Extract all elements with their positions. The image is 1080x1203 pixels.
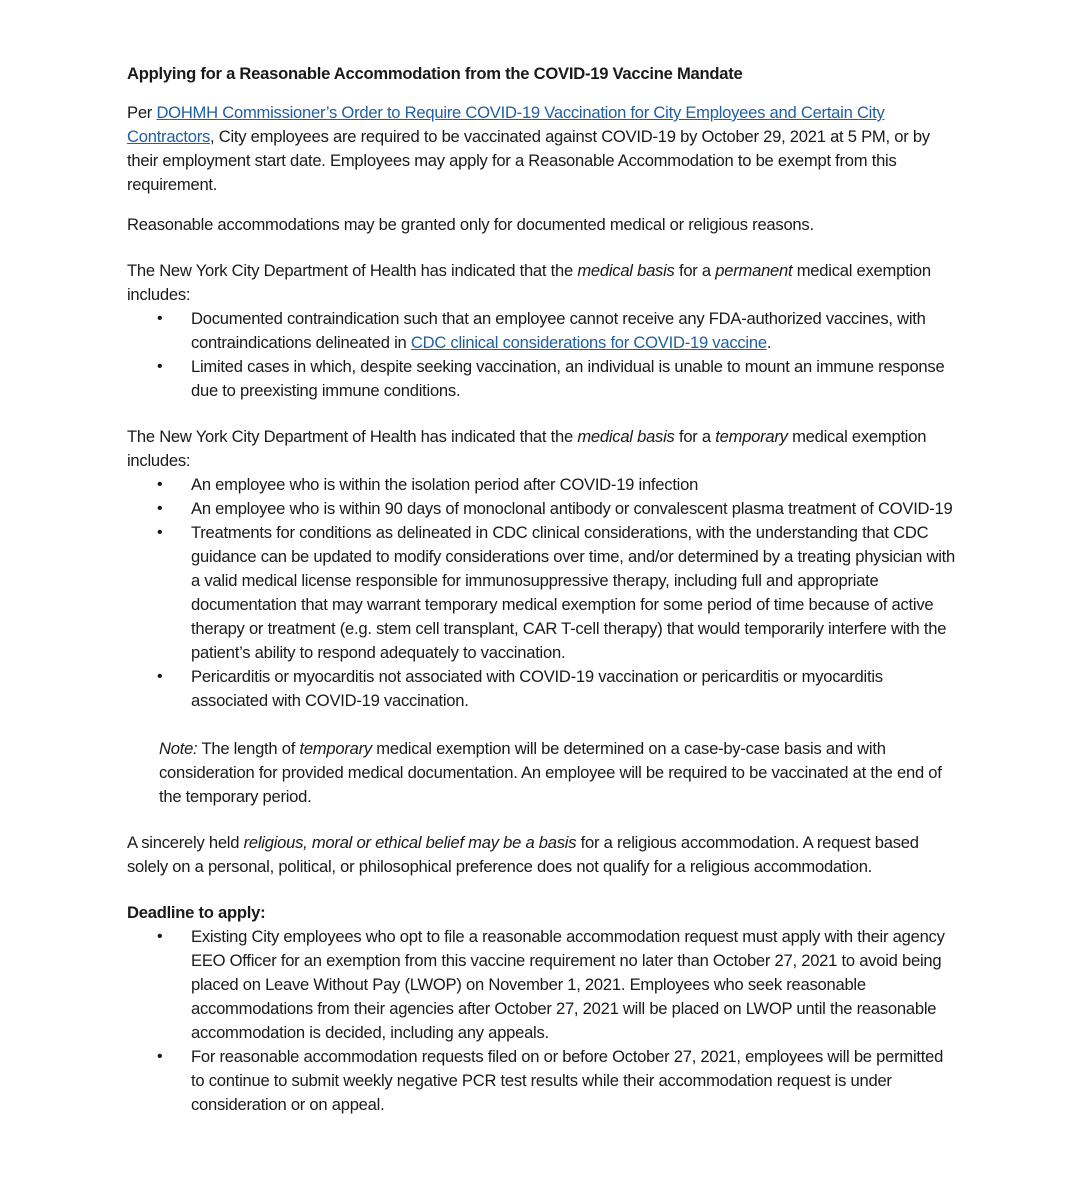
text: An employee who is within 90 days of monoclonal antibody or convalescent plasma treatment of COVID-19 (191, 499, 953, 518)
list-item (127, 307, 957, 355)
cdc-considerations-link[interactable]: CDC clinical considerations for COVID-19 vaccine (410, 333, 767, 352)
text: for a (674, 261, 716, 280)
note-label: Note: (159, 739, 198, 758)
text: The length of (197, 739, 300, 758)
text: Treatments for conditions as delineated in CDC clinical considerations, with the understanding that CDC guidance can be updated to modify considerations over time, and/or determined by a treating physician with a valid medical license responsible for immunosuppressive therapy, including full and appropriate documentation that may warrant temporary medical exemption for some period of time because of active therapy or treatment (e.g. stem cell transplant, CAR T-cell therapy) that would temporarily interfere with the patient’s ability to respond adequately to vaccination. (191, 523, 956, 662)
permanent-exemption-section (127, 259, 957, 403)
emphasis: temporary (299, 739, 372, 758)
temporary-lead (127, 425, 957, 473)
emphasis: permanent (715, 261, 793, 280)
text: for a religious accommodation. A request based solely on a personal, political, or philosophical preference does not qualify for a religious accommodation. (127, 833, 919, 876)
text: For reasonable accommodation requests filed on or before October 27, 2021, employees will be permitted to continue to submit weekly negative PCR test results while their accommodation request is under consideration or on appeal. (191, 1047, 944, 1114)
deadline-list (127, 925, 957, 1117)
text: medical exemption will be determined on a case-by-case basis and with consideration for provided medical documentation. An employee will be required to be vaccinated at the end of the temporary period. (159, 739, 942, 806)
text: medical exemption includes: (127, 261, 931, 304)
document-title: Applying for a Reasonable Accommodation from the COVID-19 Vaccine Mandate (127, 64, 743, 83)
list-item (127, 355, 957, 403)
bullet-icon: • (157, 524, 163, 541)
grounds-paragraph: Reasonable accommodations may be granted only for documented medical or religious reasons. (127, 215, 814, 234)
text: An employee who is within the isolation period after COVID-19 infection (191, 475, 699, 494)
text: Pericarditis or myocarditis not associated with COVID-19 vaccination or pericarditis or myocarditis associated with COVID-19 vaccination. (191, 667, 883, 710)
temporary-exemption-section (127, 425, 957, 809)
bullet-icon: • (157, 928, 163, 945)
text: for a (674, 427, 716, 446)
text: . (766, 333, 772, 352)
emphasis: medical basis (577, 427, 675, 446)
deadline-heading: Deadline to apply: (127, 903, 266, 922)
text: Limited cases in which, despite seeking vaccination, an individual is unable to mount an immune response due to preexisting immune conditions. (191, 357, 945, 400)
permanent-lead (127, 259, 957, 307)
religious-paragraph (127, 831, 957, 879)
emphasis: medical basis (577, 261, 675, 280)
text: medical exemption includes: (127, 427, 927, 470)
text: A sincerely held (127, 833, 244, 852)
dohmh-order-link[interactable]: DOHMH Commissioner’s Order to Require COVID-19 Vaccination for City Employees and Certain City Contractors (127, 103, 885, 146)
bullet-icon: • (157, 310, 163, 327)
emphasis: religious, moral or ethical belief may be a basis (243, 833, 577, 852)
deadline-section (127, 901, 957, 1117)
permanent-list (127, 307, 957, 403)
list-item (127, 473, 957, 497)
list-item (127, 1045, 957, 1117)
bullet-icon: • (157, 358, 163, 375)
list-item (127, 925, 957, 1045)
text: Documented contraindication such that an employee cannot receive any FDA-authorized vaccines, with contraindications delineated in (191, 309, 926, 352)
text: The New York City Department of Health has indicated that the (127, 427, 578, 446)
bullet-icon: • (157, 1048, 163, 1065)
list-item (127, 521, 957, 665)
list-item (127, 665, 957, 713)
temporary-note (127, 737, 957, 809)
bullet-icon: • (157, 500, 163, 517)
intro-prefix: Per (127, 103, 157, 122)
list-item (127, 497, 957, 521)
intro-paragraph (127, 101, 957, 197)
text: The New York City Department of Health has indicated that the (127, 261, 578, 280)
bullet-icon: • (157, 668, 163, 685)
text: Existing City employees who opt to file a reasonable accommodation request must apply with their agency EEO Officer for an exemption from this vaccine requirement no later than October 27, 2021 to avoid being placed on Leave Without Pay (LWOP) on November 1, 2021. Employees who seek reasonable accommodations from their agencies after October 27, 2021 will be placed on LWOP until the reasonable accommodation is decided, including any appeals. (191, 927, 945, 1042)
bullet-icon: • (157, 476, 163, 493)
temporary-list (127, 473, 957, 713)
emphasis: temporary (715, 427, 788, 446)
intro-suffix: , City employees are required to be vaccinated against COVID-19 by October 29, 2021 at 5 PM, or by their employment start date. Employees may apply for a Reasonable Accommodation to be exempt from this requirement. (127, 127, 930, 194)
